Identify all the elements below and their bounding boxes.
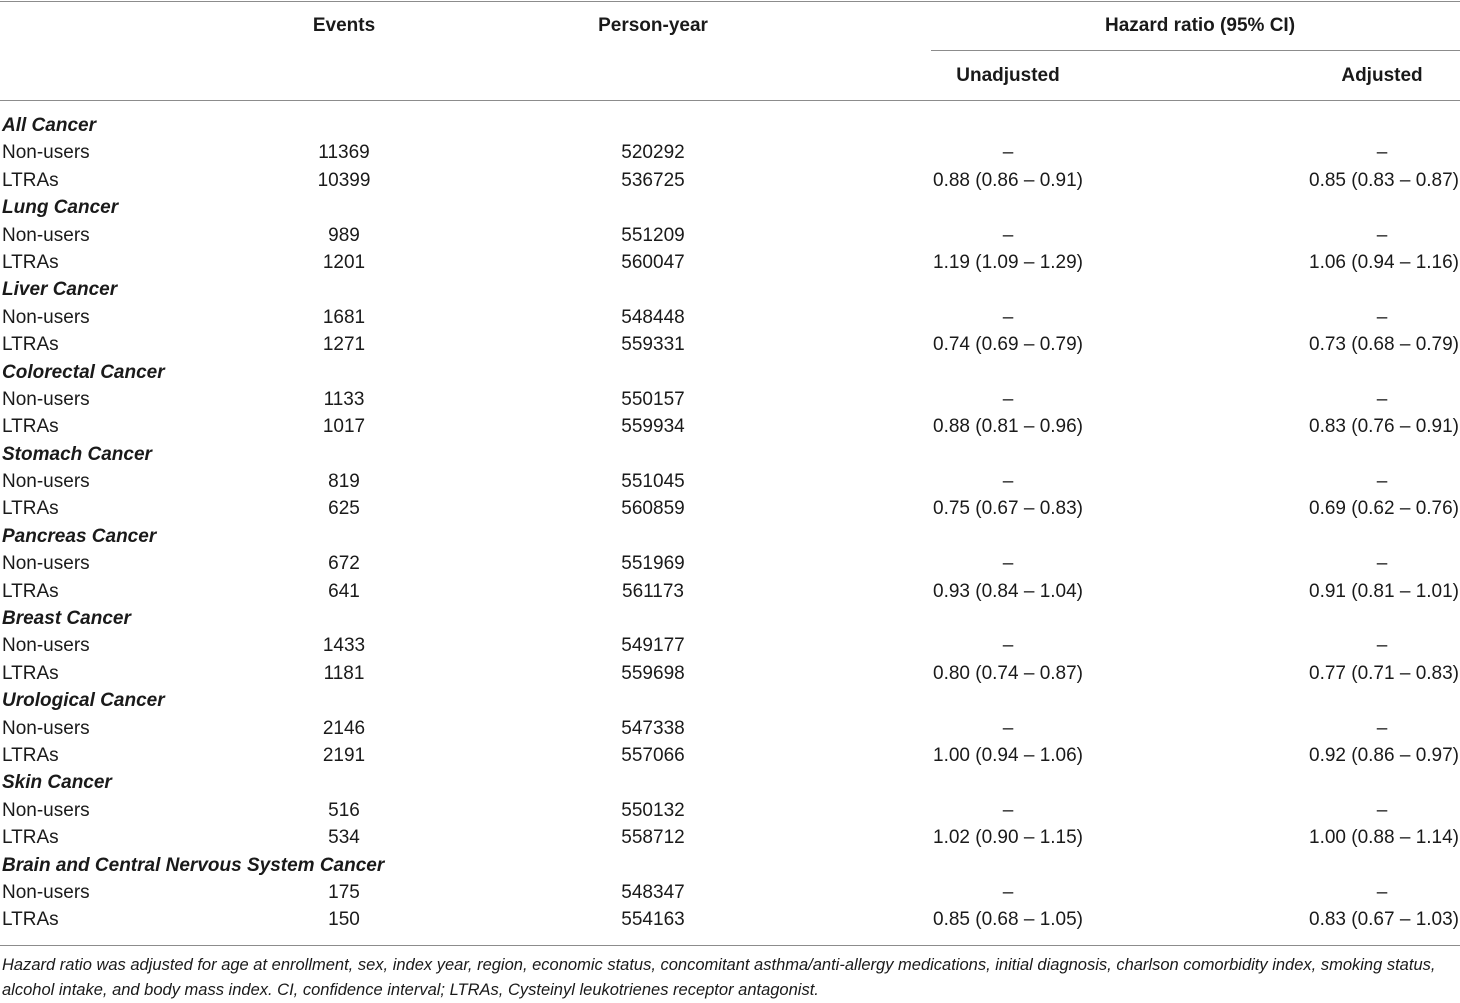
table-row [0, 578, 1460, 605]
header-person-year: Person-year [598, 15, 708, 36]
row-label: LTRAs [2, 580, 59, 602]
table-row [0, 304, 1460, 331]
table-bottom-rule [0, 945, 1460, 946]
row-label: LTRAs [2, 827, 59, 849]
unadjusted-cell: – [1002, 388, 1014, 410]
unadjusted-cell: 0.75 (0.67 – 0.83) [933, 498, 1083, 520]
events-cell: 11369 [318, 142, 370, 164]
adjusted-cell: 1.06 (0.94 – 1.16) [1309, 251, 1459, 273]
row-label: Non-users [2, 224, 90, 246]
events-cell: 1271 [322, 334, 366, 356]
adjusted-cell: – [1376, 388, 1388, 410]
table-row [0, 660, 1460, 687]
unadjusted-cell: – [1002, 224, 1014, 246]
row-label: Non-users [2, 142, 90, 164]
adjusted-cell: – [1376, 717, 1388, 739]
unadjusted-cell: 0.88 (0.86 – 0.91) [933, 169, 1083, 191]
events-cell: 2146 [322, 717, 366, 739]
unadjusted-cell: – [1002, 306, 1014, 328]
table-row [0, 495, 1460, 522]
table-row [0, 139, 1460, 166]
group-row [0, 769, 1460, 796]
table-row [0, 879, 1460, 906]
unadjusted-cell: 0.85 (0.68 – 1.05) [933, 909, 1083, 931]
table-row [0, 222, 1460, 249]
table-row [0, 386, 1460, 413]
adjusted-cell: – [1376, 799, 1388, 821]
adjusted-cell: – [1376, 142, 1388, 164]
group-title: Urological Cancer [2, 690, 165, 712]
group-row [0, 112, 1460, 139]
row-label: Non-users [2, 799, 90, 821]
person-year-cell: 550132 [621, 799, 685, 821]
table-body [0, 112, 1460, 934]
header-unadjusted: Unadjusted [956, 65, 1060, 86]
person-year-cell: 559934 [621, 416, 685, 438]
adjusted-cell: – [1376, 224, 1388, 246]
group-row [0, 359, 1460, 386]
adjusted-cell: 0.85 (0.83 – 0.87) [1309, 169, 1459, 191]
table-row [0, 797, 1460, 824]
unadjusted-cell: 1.00 (0.94 – 1.06) [933, 744, 1083, 766]
row-label: Non-users [2, 717, 90, 739]
adjusted-cell: 0.77 (0.71 – 0.83) [1309, 662, 1459, 684]
person-year-cell: 558712 [621, 827, 685, 849]
header-events: Events [312, 15, 376, 36]
header-hazard-ratio: Hazard ratio (95% CI) [1104, 15, 1296, 36]
unadjusted-cell: – [1002, 142, 1014, 164]
group-row [0, 276, 1460, 303]
unadjusted-cell: 0.93 (0.84 – 1.04) [933, 580, 1083, 602]
unadjusted-cell: 0.74 (0.69 – 0.79) [933, 334, 1083, 356]
header-adjusted: Adjusted [1341, 65, 1423, 86]
row-label: LTRAs [2, 662, 59, 684]
person-year-cell: 550157 [621, 388, 685, 410]
adjusted-cell: 0.83 (0.76 – 0.91) [1309, 416, 1459, 438]
unadjusted-cell: 0.88 (0.81 – 0.96) [933, 416, 1083, 438]
hazard-ratio-subheader-rule [931, 50, 1460, 51]
adjusted-cell: – [1376, 306, 1388, 328]
adjusted-cell: 0.73 (0.68 – 0.79) [1309, 334, 1459, 356]
table-row [0, 331, 1460, 358]
events-cell: 1201 [322, 251, 366, 273]
group-title: Stomach Cancer [2, 443, 152, 465]
events-cell: 672 [328, 553, 360, 575]
events-cell: 2191 [322, 744, 366, 766]
person-year-cell: 557066 [621, 744, 685, 766]
row-label: Non-users [2, 881, 90, 903]
group-row [0, 194, 1460, 221]
unadjusted-cell: – [1002, 799, 1014, 821]
events-cell: 1681 [322, 306, 366, 328]
row-label: LTRAs [2, 169, 59, 191]
unadjusted-cell: 1.02 (0.90 – 1.15) [933, 827, 1083, 849]
row-label: LTRAs [2, 251, 59, 273]
events-cell: 10399 [317, 169, 371, 191]
group-row [0, 852, 1460, 879]
person-year-cell: 536725 [621, 169, 685, 191]
row-label: Non-users [2, 471, 90, 493]
group-row [0, 687, 1460, 714]
table-row [0, 906, 1460, 933]
adjusted-cell: – [1376, 635, 1388, 657]
unadjusted-cell: 0.80 (0.74 – 0.87) [933, 662, 1083, 684]
adjusted-cell: 0.91 (0.81 – 1.01) [1309, 580, 1459, 602]
table-row [0, 632, 1460, 659]
group-title: Pancreas Cancer [2, 525, 157, 547]
events-cell: 989 [328, 224, 360, 246]
table-row [0, 550, 1460, 577]
adjusted-cell: 0.69 (0.62 – 0.76) [1309, 498, 1459, 520]
table-row [0, 824, 1460, 851]
table-row [0, 167, 1460, 194]
events-cell: 1017 [322, 416, 366, 438]
adjusted-cell: 1.00 (0.88 – 1.14) [1309, 827, 1459, 849]
events-cell: 819 [328, 471, 360, 493]
table-footnote: Hazard ratio was adjusted for age at enrollment, sex, index year, region, economic status, concomitant asthma/anti-allergy medications, initial diagnosis, charlson comorbidity index, smoking status, alcohol intake, and body mass index. CI, confidence interval; LTRAs, Cysteinyl leukotrienes receptor antagonist. [2, 956, 1436, 999]
row-label: Non-users [2, 306, 90, 328]
person-year-cell: 551969 [621, 553, 685, 575]
group-title: Colorectal Cancer [2, 361, 165, 383]
person-year-cell: 554163 [621, 909, 685, 931]
group-row [0, 523, 1460, 550]
adjusted-cell: 0.83 (0.67 – 1.03) [1309, 909, 1459, 931]
row-label: LTRAs [2, 909, 59, 931]
row-label: Non-users [2, 553, 90, 575]
person-year-cell: 560047 [621, 251, 685, 273]
row-label: Non-users [2, 388, 90, 410]
group-row [0, 441, 1460, 468]
adjusted-cell: 0.92 (0.86 – 0.97) [1309, 744, 1459, 766]
table-row [0, 413, 1460, 440]
table-row [0, 249, 1460, 276]
table-row [0, 742, 1460, 769]
row-label: LTRAs [2, 498, 59, 520]
table-row [0, 715, 1460, 742]
unadjusted-cell: 1.19 (1.09 – 1.29) [933, 251, 1083, 273]
group-title: Brain and Central Nervous System Cancer [2, 854, 385, 876]
events-cell: 534 [328, 827, 360, 849]
row-label: Non-users [2, 635, 90, 657]
row-label: LTRAs [2, 744, 59, 766]
events-cell: 175 [328, 881, 360, 903]
person-year-cell: 561173 [622, 580, 684, 602]
events-cell: 625 [328, 498, 360, 520]
events-cell: 150 [328, 909, 360, 931]
group-title: All Cancer [2, 115, 96, 136]
unadjusted-cell: – [1002, 717, 1014, 739]
person-year-cell: 549177 [621, 635, 685, 657]
group-title: Lung Cancer [2, 197, 119, 219]
group-title: Breast Cancer [2, 608, 131, 630]
person-year-cell: 548448 [621, 306, 685, 328]
person-year-cell: 520292 [621, 142, 685, 164]
events-cell: 516 [328, 799, 360, 821]
adjusted-cell: – [1376, 881, 1388, 903]
table-top-rule [0, 1, 1460, 2]
row-label: LTRAs [2, 334, 59, 356]
unadjusted-cell: – [1002, 471, 1014, 493]
adjusted-cell: – [1376, 553, 1388, 575]
group-row [0, 605, 1460, 632]
person-year-cell: 547338 [621, 717, 685, 739]
events-cell: 641 [328, 580, 360, 602]
table-row [0, 468, 1460, 495]
person-year-cell: 559698 [621, 662, 685, 684]
unadjusted-cell: – [1002, 553, 1014, 575]
events-cell: 1133 [323, 388, 365, 410]
events-cell: 1433 [322, 635, 366, 657]
person-year-cell: 551045 [621, 471, 685, 493]
person-year-cell: 560859 [621, 498, 685, 520]
group-title: Skin Cancer [2, 772, 112, 794]
group-title: Liver Cancer [2, 279, 118, 301]
events-cell: 1181 [323, 662, 365, 684]
person-year-cell: 548347 [621, 881, 685, 903]
adjusted-cell: – [1376, 471, 1388, 493]
unadjusted-cell: – [1002, 881, 1014, 903]
row-label: LTRAs [2, 416, 59, 438]
unadjusted-cell: – [1002, 635, 1014, 657]
person-year-cell: 559331 [621, 334, 685, 356]
person-year-cell: 551209 [621, 224, 685, 246]
header-bottom-rule [0, 100, 1460, 101]
